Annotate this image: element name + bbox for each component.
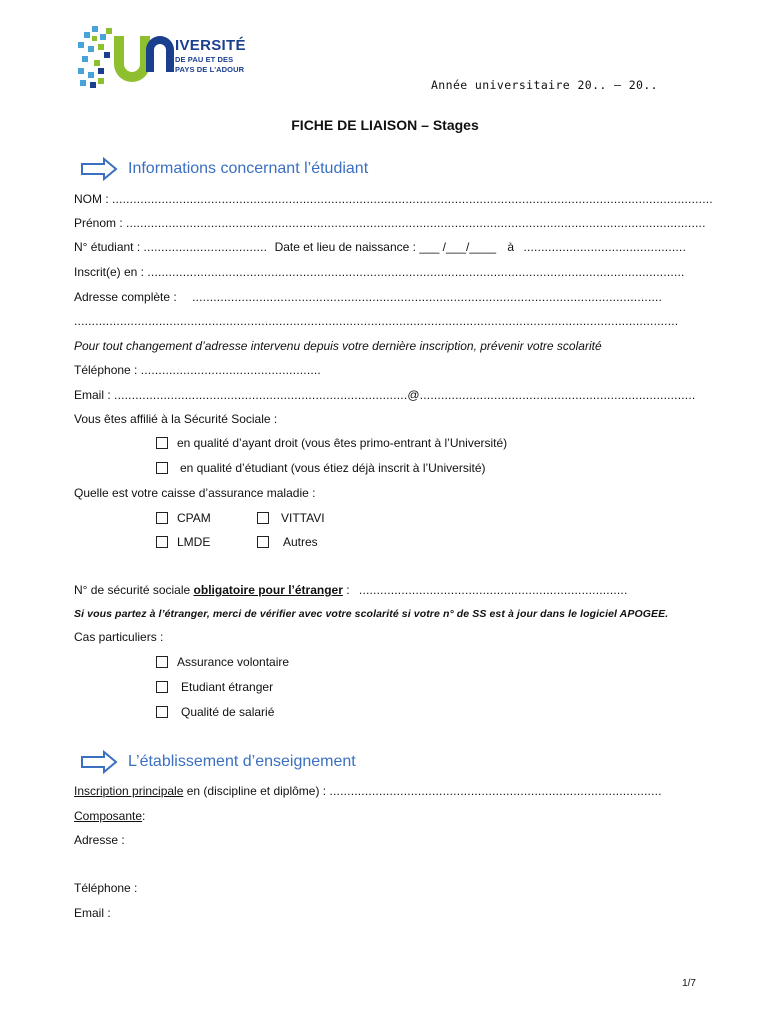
- caisse-option-cpam[interactable]: [156, 511, 211, 525]
- checkbox[interactable]: [156, 462, 168, 474]
- num-secu-colon: :: [346, 583, 350, 597]
- logo-line2: DE PAU ET DES: [175, 55, 234, 64]
- email-label: Email :: [74, 388, 111, 402]
- arrow-right-icon: [80, 157, 118, 181]
- inscription-principale-rest: en (discipline et diplôme) :: [186, 784, 327, 798]
- adresse-line: [74, 290, 662, 304]
- num-secu-obligatoire: obligatoire pour l’étranger: [193, 583, 343, 597]
- page-number: 1/7: [682, 978, 696, 989]
- option-label: LMDE: [177, 535, 211, 549]
- logo-line3: PAYS DE L'ADOUR: [175, 64, 245, 74]
- option-label: Assurance volontaire: [177, 655, 290, 669]
- email-field-user[interactable]: ...................................................................................@: [114, 388, 420, 402]
- adresse-line-2: [74, 314, 678, 328]
- logo-line1: IVERSITÉ: [175, 37, 246, 54]
- nom-field[interactable]: ..........................................................................................................................................................................: [112, 192, 713, 206]
- school-telephone-label: Téléphone :: [74, 881, 138, 895]
- email-line: [74, 388, 695, 402]
- academic-year: Année universitaire 20.. – 20..: [430, 78, 658, 92]
- section-student-header: [80, 157, 368, 181]
- email-field-domain[interactable]: ..............................................................................: [419, 388, 696, 402]
- arrow-right-icon: [80, 750, 118, 774]
- num-etudiant-field[interactable]: ...................................: [143, 240, 268, 254]
- option-label: Etudiant étranger: [181, 680, 274, 694]
- inscription-principale-label: Inscription principale: [74, 784, 184, 798]
- secu-option-ayant-droit[interactable]: [156, 436, 507, 450]
- option-label: VITTAVI: [281, 511, 325, 525]
- secu-question: Vous êtes affilié à la Sécurité Sociale :: [74, 412, 278, 426]
- naissance-a: à: [507, 240, 515, 254]
- nom-label: NOM :: [74, 192, 109, 206]
- prenom-line: [74, 216, 706, 230]
- document-title: FICHE DE LIAISON – Stages: [291, 117, 479, 133]
- inscrit-line: [74, 265, 685, 279]
- option-label: Qualité de salarié: [181, 705, 275, 719]
- adresse-field-2[interactable]: ...........................................................................................................................................................................: [74, 314, 679, 328]
- checkbox[interactable]: [156, 681, 168, 693]
- telephone-line: [74, 363, 321, 377]
- logo-mark-icon: [76, 24, 176, 90]
- secu-option-etudiant[interactable]: [156, 461, 486, 475]
- inscrit-field[interactable]: ........................................................................................................................................................: [147, 265, 685, 279]
- nom-line: [74, 192, 713, 206]
- cas-option-etudiant-etranger[interactable]: [156, 680, 273, 694]
- section-student-title: Informations concernant l’étudiant: [128, 160, 369, 177]
- school-email-label: Email :: [74, 906, 111, 920]
- caisse-option-vittavi[interactable]: [257, 511, 325, 525]
- cas-option-assurance-volontaire[interactable]: [156, 655, 289, 669]
- adresse-field[interactable]: .....................................................................................................................................: [192, 290, 663, 304]
- adresse-label: Adresse complète :: [74, 290, 177, 304]
- num-etudiant-line: [74, 240, 686, 254]
- naissance-lieu-field[interactable]: ..............................................: [523, 240, 687, 254]
- num-secu-line: [74, 583, 628, 597]
- num-etudiant-label: N° étudiant :: [74, 240, 141, 254]
- inscrit-label: Inscrit(e) en :: [74, 265, 145, 279]
- checkbox[interactable]: [156, 512, 168, 524]
- composante-label: Composante: [74, 809, 143, 823]
- naissance-label[interactable]: Date et lieu de naissance : ___ /___/____: [274, 240, 497, 254]
- composante-line: [74, 809, 145, 823]
- prenom-field[interactable]: ....................................................................................................................................................................: [126, 216, 706, 230]
- cas-option-salarie[interactable]: [156, 705, 274, 719]
- checkbox[interactable]: [257, 536, 269, 548]
- cas-particuliers-label: Cas particuliers :: [74, 630, 164, 644]
- option-label: en qualité d’ayant droit (vous êtes primo-entrant à l’Université): [177, 436, 508, 450]
- checkbox[interactable]: [156, 437, 168, 449]
- caisse-option-autres[interactable]: [257, 535, 318, 549]
- checkbox[interactable]: [156, 706, 168, 718]
- telephone-field[interactable]: ...................................................: [140, 363, 321, 377]
- caisse-option-lmde[interactable]: [156, 535, 210, 549]
- prenom-label: Prénom :: [74, 216, 123, 230]
- section-school-title: L’établissement d’enseignement: [128, 753, 356, 770]
- option-label: CPAM: [177, 511, 211, 525]
- school-adresse-label: Adresse :: [74, 833, 125, 847]
- option-label: Autres: [283, 535, 318, 549]
- telephone-label: Téléphone :: [74, 363, 138, 377]
- section-school-header: [80, 750, 356, 774]
- caisse-question: Quelle est votre caisse d’assurance maladie :: [74, 486, 316, 500]
- option-label: en qualité d’étudiant (vous étiez déjà inscrit à l’Université): [180, 461, 486, 475]
- composante-colon: :: [142, 809, 146, 823]
- num-secu-field[interactable]: ............................................................................: [358, 583, 628, 597]
- checkbox[interactable]: [257, 512, 269, 524]
- logo-wordmark: [175, 38, 246, 74]
- num-secu-label: N° de sécurité sociale: [74, 583, 191, 597]
- inscription-principale-field[interactable]: ..............................................................................................: [329, 784, 662, 798]
- inscription-principale-line: [74, 784, 662, 798]
- etranger-note: Si vous partez à l’étranger, merci de vérifier avec votre scolarité si votre n° de SS est à jour dans le logiciel APOGEE.: [74, 608, 669, 620]
- checkbox[interactable]: [156, 656, 168, 668]
- address-change-note: Pour tout changement d’adresse intervenu depuis votre dernière inscription, prévenir votre scolarité: [74, 339, 602, 353]
- checkbox[interactable]: [156, 536, 168, 548]
